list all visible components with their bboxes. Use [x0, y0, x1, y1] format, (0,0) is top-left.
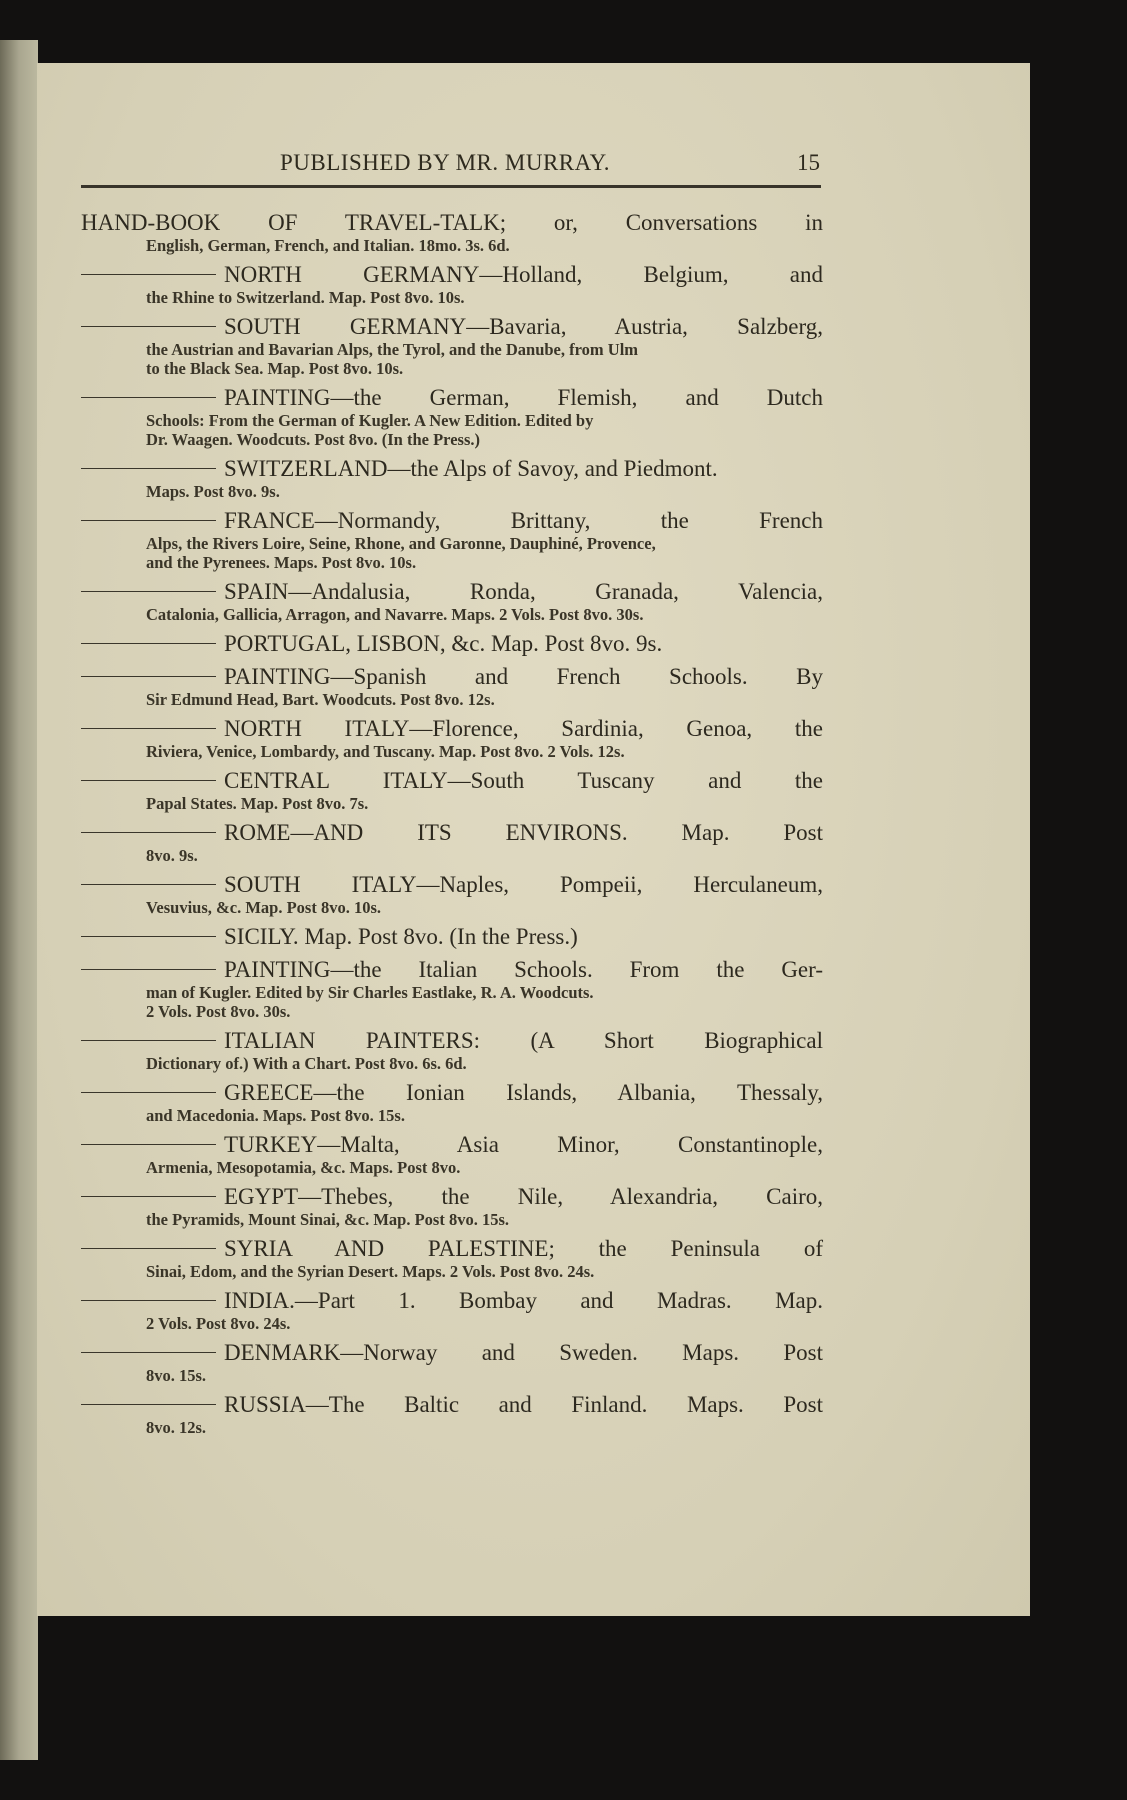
entry-title: DENMARK—Norway and Sweden. Maps. Post — [224, 1340, 823, 1365]
entry-title: INDIA.—Part 1. Bombay and Madras. Map. — [224, 1288, 823, 1313]
entry-details: Alps, the Rivers Loire, Seine, Rhone, and Garonne, Dauphiné, Provence, — [146, 534, 656, 553]
catalogue-entry — [81, 314, 823, 378]
catalogue-entry — [81, 872, 823, 917]
entry-title: SWITZERLAND—the Alps of Savoy, and Piedmont. — [224, 456, 718, 481]
entry-heading — [81, 1236, 823, 1262]
ditto-rule — [81, 274, 216, 275]
entry-details: the Pyramids, Mount Sinai, &c. Map. Post 8vo. 15s. — [146, 1210, 509, 1229]
entry-heading — [81, 1184, 823, 1210]
entry-title: PAINTING—the Italian Schools. From the Ger- — [224, 957, 823, 982]
ditto-rule — [81, 1092, 216, 1093]
entry-heading — [81, 1132, 823, 1158]
entry-details: Riviera, Venice, Lombardy, and Tuscany. Map. Post 8vo. 2 Vols. 12s. — [146, 742, 625, 761]
catalogue-entry — [81, 1340, 823, 1385]
entry-title: NORTH ITALY—Florence, Sardinia, Genoa, the — [224, 716, 823, 741]
page-header — [80, 140, 820, 180]
ditto-rule — [81, 1196, 216, 1197]
entry-heading — [81, 1288, 823, 1314]
entry-heading — [81, 631, 823, 657]
ditto-rule — [81, 1352, 216, 1353]
entry-title: PORTUGAL, LISBON, &c. Map. Post 8vo. 9s. — [224, 631, 663, 656]
catalogue-entry — [81, 820, 823, 865]
entry-heading — [81, 1340, 823, 1366]
entry-details: Maps. Post 8vo. 9s. — [146, 482, 280, 501]
entry-details: 2 Vols. Post 8vo. 30s. — [146, 1002, 291, 1021]
entry-title: HAND-BOOK OF TRAVEL-TALK; or, Conversations in — [81, 210, 823, 235]
entry-heading — [81, 768, 823, 794]
entry-details: 8vo. 12s. — [146, 1418, 207, 1437]
entry-heading — [81, 872, 823, 898]
page-number: 15 — [797, 150, 820, 175]
catalogue-entry — [81, 579, 823, 624]
ditto-rule — [81, 1040, 216, 1041]
ditto-rule — [81, 397, 216, 398]
entry-details: Schools: From the German of Kugler. A New Edition. Edited by — [146, 411, 594, 430]
header-rule — [81, 185, 821, 188]
entry-title: ROME—AND ITS ENVIRONS. Map. Post — [224, 820, 823, 845]
catalogue-entries — [81, 210, 823, 1444]
catalogue-entry — [81, 1288, 823, 1333]
entry-heading — [81, 1028, 823, 1054]
catalogue-entry — [81, 957, 823, 1021]
ditto-rule — [81, 1144, 216, 1145]
catalogue-entry — [81, 716, 823, 761]
entry-title: TURKEY—Malta, Asia Minor, Constantinople, — [224, 1132, 823, 1157]
entry-title: ITALIAN PAINTERS: (A Short Biographical — [224, 1028, 823, 1053]
catalogue-entry — [81, 385, 823, 449]
entry-title: SOUTH GERMANY—Bavaria, Austria, Salzberg, — [224, 314, 823, 339]
catalogue-entry — [81, 1392, 823, 1437]
entry-heading — [81, 385, 823, 411]
entry-heading — [81, 262, 823, 288]
catalogue-entry — [81, 924, 823, 950]
ditto-rule — [81, 1300, 216, 1301]
ditto-rule — [81, 884, 216, 885]
entry-title: CENTRAL ITALY—South Tuscany and the — [224, 768, 823, 793]
entry-heading — [81, 924, 823, 950]
catalogue-entry — [81, 664, 823, 709]
catalogue-entry — [81, 768, 823, 813]
catalogue-entry — [81, 631, 823, 657]
entry-details: the Austrian and Bavarian Alps, the Tyrol, and the Danube, from Ulm — [146, 340, 639, 359]
ditto-rule — [81, 468, 216, 469]
catalogue-entry — [81, 508, 823, 572]
catalogue-entry — [81, 1080, 823, 1125]
ditto-rule — [81, 969, 216, 970]
entry-heading — [81, 820, 823, 846]
entry-title: SPAIN—Andalusia, Ronda, Granada, Valencia, — [224, 579, 823, 604]
entry-heading — [81, 508, 823, 534]
ditto-rule — [81, 1248, 216, 1249]
entry-title: SYRIA AND PALESTINE; the Peninsula of — [224, 1236, 823, 1261]
ditto-rule — [81, 728, 216, 729]
entry-heading — [81, 314, 823, 340]
entry-details: English, German, French, and Italian. 18mo. 3s. 6d. — [146, 236, 510, 255]
entry-title: EGYPT—Thebes, the Nile, Alexandria, Cairo, — [224, 1184, 823, 1209]
catalogue-entry — [81, 262, 823, 307]
entry-title: FRANCE—Normandy, Brittany, the French — [224, 508, 823, 533]
entry-heading — [81, 1080, 823, 1106]
ditto-rule — [81, 936, 216, 937]
entry-details: Armenia, Mesopotamia, &c. Maps. Post 8vo. — [146, 1158, 461, 1177]
entry-details: Sir Edmund Head, Bart. Woodcuts. Post 8vo. 12s. — [146, 690, 495, 709]
entry-title: SICILY. Map. Post 8vo. (In the Press.) — [224, 924, 578, 949]
entry-details: Catalonia, Gallicia, Arragon, and Navarre. Maps. 2 Vols. Post 8vo. 30s. — [146, 605, 644, 624]
ditto-rule — [81, 520, 216, 521]
ditto-rule — [81, 676, 216, 677]
entry-details: 8vo. 15s. — [146, 1366, 207, 1385]
ditto-rule — [81, 780, 216, 781]
ditto-rule — [81, 1404, 216, 1405]
entry-details: Sinai, Edom, and the Syrian Desert. Maps. 2 Vols. Post 8vo. 24s. — [146, 1262, 595, 1281]
running-title: PUBLISHED BY MR. MURRAY. — [280, 150, 611, 175]
entry-details: Dictionary of.) With a Chart. Post 8vo. 6s. 6d. — [146, 1054, 467, 1073]
ditto-rule — [81, 326, 216, 327]
catalogue-entry — [81, 1236, 823, 1281]
entry-details: Papal States. Map. Post 8vo. 7s. — [146, 794, 369, 813]
entry-heading — [81, 957, 823, 983]
entry-details: and the Pyrenees. Maps. Post 8vo. 10s. — [146, 553, 417, 572]
entry-details: Dr. Waagen. Woodcuts. Post 8vo. (In the Press.) — [146, 430, 480, 449]
entry-title: SOUTH ITALY—Naples, Pompeii, Herculaneum, — [224, 872, 823, 897]
previous-page-edge — [0, 40, 38, 1760]
entry-title: GREECE—the Ionian Islands, Albania, Thessaly, — [224, 1080, 823, 1105]
ditto-rule — [81, 643, 216, 644]
catalogue-entry — [81, 456, 823, 501]
entry-heading — [81, 456, 823, 482]
entry-title: NORTH GERMANY—Holland, Belgium, and — [224, 262, 823, 287]
entry-details: 2 Vols. Post 8vo. 24s. — [146, 1314, 291, 1333]
entry-details: Vesuvius, &c. Map. Post 8vo. 10s. — [146, 898, 381, 917]
entry-details: to the Black Sea. Map. Post 8vo. 10s. — [146, 359, 404, 378]
catalogue-entry — [81, 210, 823, 255]
entry-title: PAINTING—the German, Flemish, and Dutch — [224, 385, 823, 410]
catalogue-entry — [81, 1028, 823, 1073]
catalogue-entry — [81, 1132, 823, 1177]
entry-details: the Rhine to Switzerland. Map. Post 8vo. 10s. — [146, 288, 465, 307]
entry-title: PAINTING—Spanish and French Schools. By — [224, 664, 823, 689]
entry-heading — [81, 716, 823, 742]
entry-details: and Macedonia. Maps. Post 8vo. 15s. — [146, 1106, 405, 1125]
entry-heading — [81, 1392, 823, 1418]
catalogue-entry — [81, 1184, 823, 1229]
ditto-rule — [81, 832, 216, 833]
ditto-rule — [81, 591, 216, 592]
entry-heading — [81, 664, 823, 690]
entry-details: man of Kugler. Edited by Sir Charles Eastlake, R. A. Woodcuts. — [146, 983, 594, 1002]
entry-heading — [81, 579, 823, 605]
entry-details: 8vo. 9s. — [146, 846, 198, 865]
entry-title: RUSSIA—The Baltic and Finland. Maps. Post — [224, 1392, 823, 1417]
